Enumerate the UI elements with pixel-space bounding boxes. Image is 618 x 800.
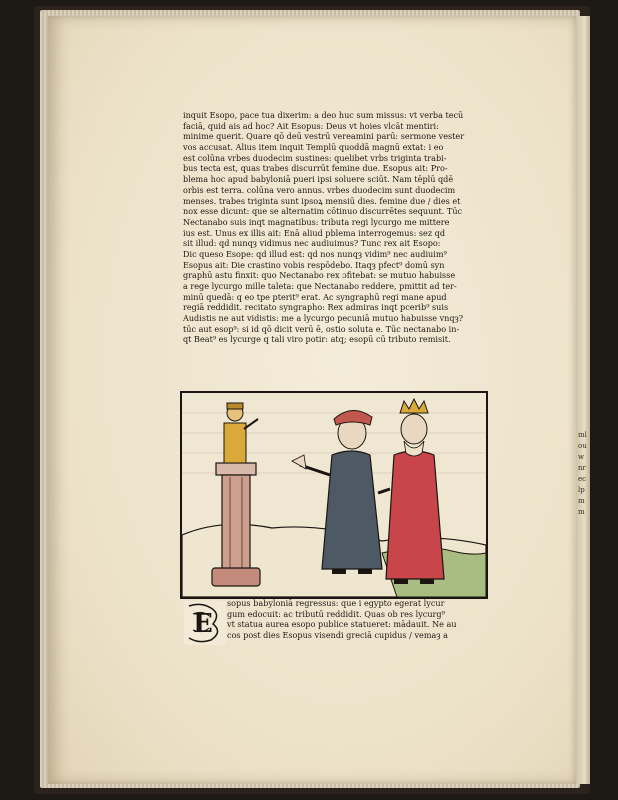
text-line: minū quedā: q eo tpe pterit⁹ erat. Ac syngraphū regi mane apud bbox=[183, 291, 447, 302]
second-paragraph-lines bbox=[227, 598, 493, 641]
text-line: orbis est terra. colūna vero annus. vrbes duodecim sunt duodecim bbox=[183, 184, 456, 195]
text-line: vos accusat. Alius item inquit Templū quoddā magnū extat: i eo bbox=[183, 142, 444, 153]
text-line: regiā reddidit. recitato syngrapho: Rex admiras inqt pcerib⁹ suis bbox=[183, 302, 449, 313]
text-line: faciā, quid ais ad hoc? Ait Esopus: Deus vt hoies vlcāt mentiri: bbox=[183, 120, 439, 131]
text-line: Nectanabo suis inqt magnatibus: tributa regi lycurgo me mittere bbox=[183, 216, 450, 227]
text-line: sopus babyloniā regressus: que i egypto egerat lycur bbox=[227, 598, 445, 608]
woodcut-illustration bbox=[180, 391, 488, 599]
text-line: inquit Esopo, pace tua dixerim: a deo huc sum missus: vt verba tecū bbox=[183, 110, 464, 120]
facing-page-text-fragment: mlouwnreclpmm bbox=[578, 431, 587, 516]
text-line: cos post dies Esopus visendi greciā cupidus / vemaȝ a bbox=[227, 630, 448, 641]
text-line: tūc aut esop⁹: si id qō dicit verū ē, ostio soluta e. Tūc nectanabo in- bbox=[183, 323, 460, 334]
decorated-initial bbox=[183, 600, 227, 646]
text-line: sit illud: qd nunqȝ vidimus nec audiuimus? Tunc rex ait Esopo: bbox=[183, 238, 441, 249]
text-line: Audistis ne aut vidistis: me a lycurgo pecuniā mutuo habuisse vnqȝ? bbox=[183, 313, 464, 324]
text-line: ius est. Unus ex illis ait: Enā aliud pblema interrogemus: sez qd bbox=[183, 227, 446, 238]
woodcut-scene bbox=[182, 393, 486, 597]
text-line: qt Beat⁹ es lycurge q tali viro potir: atq; esopū cū tributo remisit. bbox=[183, 334, 451, 345]
body-text bbox=[183, 110, 493, 345]
crown-icon bbox=[400, 399, 428, 413]
text-line: blema hoc apud babyloniā pueri ipsi soluere sciūt. Nam tēplū qdē bbox=[183, 174, 454, 185]
text-line: menses. trabes triginta sunt ipsoꝝ mensiū dies. femine due / dies et bbox=[183, 195, 461, 206]
text-line: est colūna vrbes duodecim sustines: quelibet vrbs triginta trabi- bbox=[183, 152, 447, 163]
text-line: bus tecta est, quas trabes discurrūt femine due. Esopus ait: Pro- bbox=[183, 163, 448, 174]
text-line: graphū astu finxit: quo Nectanabo rex ɔfitebat: se mutuo habuisse bbox=[183, 270, 456, 281]
text-line: vt statua aurea esopo publice statueret: mādauit. Ne au bbox=[227, 619, 457, 630]
initial-letter: E bbox=[193, 609, 213, 639]
text-line: Esopus ait: Die crastino vobis respōdebo. Itaqȝ pfect⁹ domū syn bbox=[183, 259, 445, 270]
text-line: minime querit. Quare qō deū vestrū vereamini parū: sermone vester bbox=[183, 131, 465, 142]
text-line: gum edocuit: ac tributū reddidit. Quas ob res lycurg⁹ bbox=[227, 608, 445, 619]
text-line: Dic queso Esope: qd illud est: qd nos nunqȝ vidim⁹ nec audiuim⁹ bbox=[183, 248, 447, 259]
facing-page-edge bbox=[576, 16, 590, 784]
text-line: a rege lycurgo mille taleta: que Nectanabo reddere, pmittit ad ter- bbox=[183, 281, 457, 291]
text-line: nox esse dicunt: que se alternatim cōtinuo discurrētes sequunt. Tūc bbox=[183, 206, 463, 217]
